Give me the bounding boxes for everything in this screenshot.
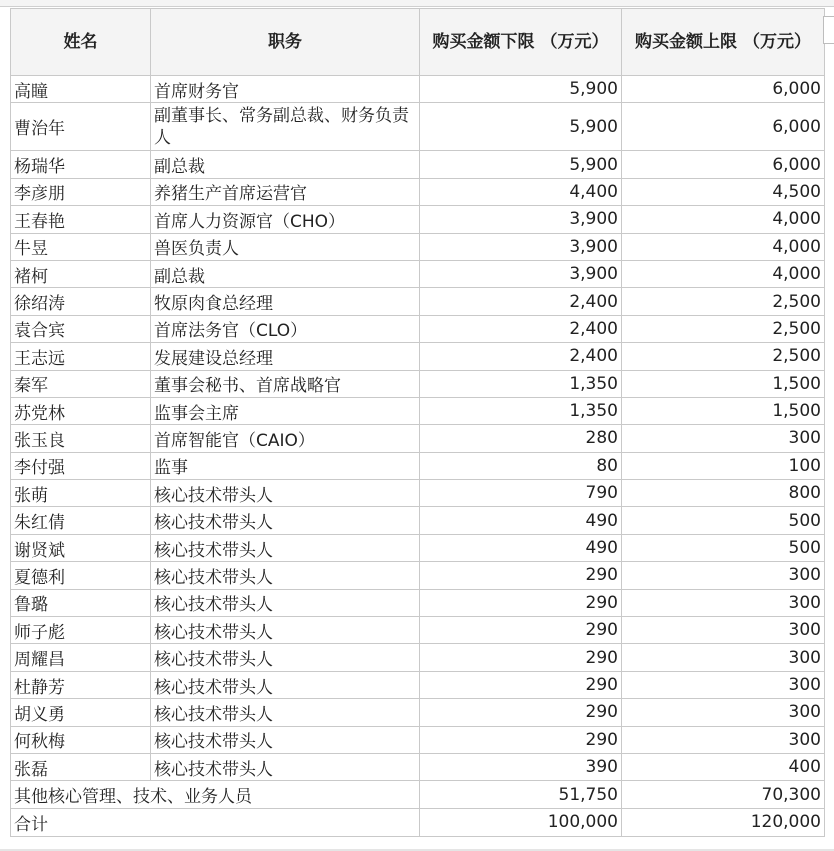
cell-max-amount: 400 — [622, 753, 825, 780]
cell-title: 核心技术带头人 — [151, 589, 420, 616]
cell-max-amount: 300 — [622, 726, 825, 753]
side-panel-handle[interactable] — [823, 16, 834, 44]
cell-min-amount: 290 — [420, 589, 622, 616]
cell-title: 董事会秘书、首席战略官 — [151, 370, 420, 397]
table-row — [11, 370, 825, 397]
table-row — [11, 233, 825, 260]
cell-title: 核心技术带头人 — [151, 507, 420, 534]
cell-max-amount: 2,500 — [622, 343, 825, 370]
cell-name: 曹治年 — [11, 103, 151, 151]
cell-title: 核心技术带头人 — [151, 562, 420, 589]
cell-max-amount: 2,500 — [622, 315, 825, 342]
other-staff-label: 其他核心管理、技术、业务人员 — [11, 781, 420, 808]
cell-min-amount: 1,350 — [420, 397, 622, 424]
cell-name: 张磊 — [11, 753, 151, 780]
cell-min-amount: 290 — [420, 562, 622, 589]
cell-max-amount: 300 — [622, 699, 825, 726]
cell-title: 副董事长、常务副总裁、财务负责人 — [151, 103, 420, 151]
table-row — [11, 480, 825, 507]
total-row — [11, 808, 825, 836]
total-min: 100,000 — [420, 808, 622, 836]
cell-max-amount: 6,000 — [622, 103, 825, 151]
cell-title: 核心技术带头人 — [151, 726, 420, 753]
cell-max-amount: 300 — [622, 644, 825, 671]
cell-max-amount: 4,000 — [622, 260, 825, 287]
total-label: 合计 — [11, 808, 420, 836]
cell-max-amount: 1,500 — [622, 397, 825, 424]
cell-min-amount: 2,400 — [420, 315, 622, 342]
cell-name: 夏德利 — [11, 562, 151, 589]
cell-name: 师子彪 — [11, 617, 151, 644]
cell-min-amount: 280 — [420, 425, 622, 452]
cell-name: 李彦朋 — [11, 178, 151, 205]
cell-max-amount: 6,000 — [622, 76, 825, 103]
table-row — [11, 288, 825, 315]
cell-title: 牧原肉食总经理 — [151, 288, 420, 315]
cell-title: 首席智能官（CAIO） — [151, 425, 420, 452]
cell-min-amount: 4,400 — [420, 178, 622, 205]
cell-min-amount: 290 — [420, 617, 622, 644]
cell-max-amount: 100 — [622, 452, 825, 479]
cell-max-amount: 4,000 — [622, 206, 825, 233]
cell-min-amount: 490 — [420, 507, 622, 534]
cell-title: 首席财务官 — [151, 76, 420, 103]
other-staff-min: 51,750 — [420, 781, 622, 808]
cell-title: 首席法务官（CLO） — [151, 315, 420, 342]
cell-title: 核心技术带头人 — [151, 699, 420, 726]
cell-min-amount: 290 — [420, 644, 622, 671]
cell-title: 核心技术带头人 — [151, 617, 420, 644]
cell-min-amount: 390 — [420, 753, 622, 780]
cell-min-amount: 5,900 — [420, 103, 622, 151]
table-row — [11, 699, 825, 726]
cell-max-amount: 300 — [622, 589, 825, 616]
cell-min-amount: 290 — [420, 726, 622, 753]
cell-min-amount: 290 — [420, 699, 622, 726]
table-row — [11, 151, 825, 178]
cell-title: 核心技术带头人 — [151, 671, 420, 698]
cell-min-amount: 3,900 — [420, 233, 622, 260]
cell-max-amount: 1,500 — [622, 370, 825, 397]
cell-min-amount: 290 — [420, 671, 622, 698]
table-row — [11, 534, 825, 561]
cell-min-amount: 5,900 — [420, 76, 622, 103]
cell-name: 徐绍涛 — [11, 288, 151, 315]
table-row — [11, 753, 825, 780]
cell-name: 苏党林 — [11, 397, 151, 424]
table-row — [11, 397, 825, 424]
cell-title: 监事会主席 — [151, 397, 420, 424]
total-max: 120,000 — [622, 808, 825, 836]
cell-name: 袁合宾 — [11, 315, 151, 342]
cell-max-amount: 4,000 — [622, 233, 825, 260]
cell-title: 监事 — [151, 452, 420, 479]
cell-max-amount: 800 — [622, 480, 825, 507]
header-title: 职务 — [151, 9, 420, 76]
header-max-amount: 购买金额上限 （万元） — [622, 9, 825, 76]
cell-max-amount: 300 — [622, 562, 825, 589]
cell-max-amount: 4,500 — [622, 178, 825, 205]
table-row — [11, 260, 825, 287]
cell-min-amount: 3,900 — [420, 260, 622, 287]
cell-title: 发展建设总经理 — [151, 343, 420, 370]
cell-title: 副总裁 — [151, 260, 420, 287]
cell-name: 王志远 — [11, 343, 151, 370]
cell-name: 胡义勇 — [11, 699, 151, 726]
cell-max-amount: 500 — [622, 507, 825, 534]
cell-name: 高瞳 — [11, 76, 151, 103]
cell-name: 秦军 — [11, 370, 151, 397]
table-row — [11, 671, 825, 698]
table-row — [11, 452, 825, 479]
cell-title: 核心技术带头人 — [151, 534, 420, 561]
cell-title: 核心技术带头人 — [151, 753, 420, 780]
cell-name: 褚柯 — [11, 260, 151, 287]
cell-name: 王春艳 — [11, 206, 151, 233]
header-min-amount: 购买金额下限 （万元） — [420, 9, 622, 76]
cell-name: 周耀昌 — [11, 644, 151, 671]
cell-name: 张萌 — [11, 480, 151, 507]
cell-title: 核心技术带头人 — [151, 480, 420, 507]
cell-min-amount: 1,350 — [420, 370, 622, 397]
header-row — [11, 9, 825, 76]
cell-name: 杨瑞华 — [11, 151, 151, 178]
table-row — [11, 562, 825, 589]
cell-min-amount: 2,400 — [420, 343, 622, 370]
other-staff-row — [11, 781, 825, 808]
cell-title: 副总裁 — [151, 151, 420, 178]
cell-name: 谢贤斌 — [11, 534, 151, 561]
cell-name: 何秋梅 — [11, 726, 151, 753]
cell-max-amount: 300 — [622, 425, 825, 452]
table-row — [11, 178, 825, 205]
table-row — [11, 617, 825, 644]
cell-min-amount: 5,900 — [420, 151, 622, 178]
cell-name: 朱红倩 — [11, 507, 151, 534]
cell-max-amount: 300 — [622, 671, 825, 698]
header-name: 姓名 — [11, 9, 151, 76]
top-toolbar-strip — [0, 0, 834, 7]
table-row — [11, 507, 825, 534]
cell-min-amount: 790 — [420, 480, 622, 507]
table-row — [11, 315, 825, 342]
table-row — [11, 726, 825, 753]
cell-max-amount: 6,000 — [622, 151, 825, 178]
cell-name: 张玉良 — [11, 425, 151, 452]
table-row — [11, 206, 825, 233]
cell-title: 首席人力资源官（CHO） — [151, 206, 420, 233]
cell-title: 核心技术带头人 — [151, 644, 420, 671]
table-row — [11, 76, 825, 103]
table-row — [11, 343, 825, 370]
cell-name: 李付强 — [11, 452, 151, 479]
other-staff-max: 70,300 — [622, 781, 825, 808]
cell-title: 兽医负责人 — [151, 233, 420, 260]
cell-name: 杜静芳 — [11, 671, 151, 698]
cell-name: 牛昱 — [11, 233, 151, 260]
cell-max-amount: 2,500 — [622, 288, 825, 315]
cell-title: 养猪生产首席运营官 — [151, 178, 420, 205]
table-row — [11, 103, 825, 151]
table-row — [11, 589, 825, 616]
share-purchase-table — [10, 8, 825, 837]
cell-max-amount: 300 — [622, 617, 825, 644]
cell-max-amount: 500 — [622, 534, 825, 561]
cell-min-amount: 80 — [420, 452, 622, 479]
cell-min-amount: 3,900 — [420, 206, 622, 233]
cell-name: 鲁璐 — [11, 589, 151, 616]
cell-min-amount: 2,400 — [420, 288, 622, 315]
table-row — [11, 644, 825, 671]
table-row — [11, 425, 825, 452]
cell-min-amount: 490 — [420, 534, 622, 561]
